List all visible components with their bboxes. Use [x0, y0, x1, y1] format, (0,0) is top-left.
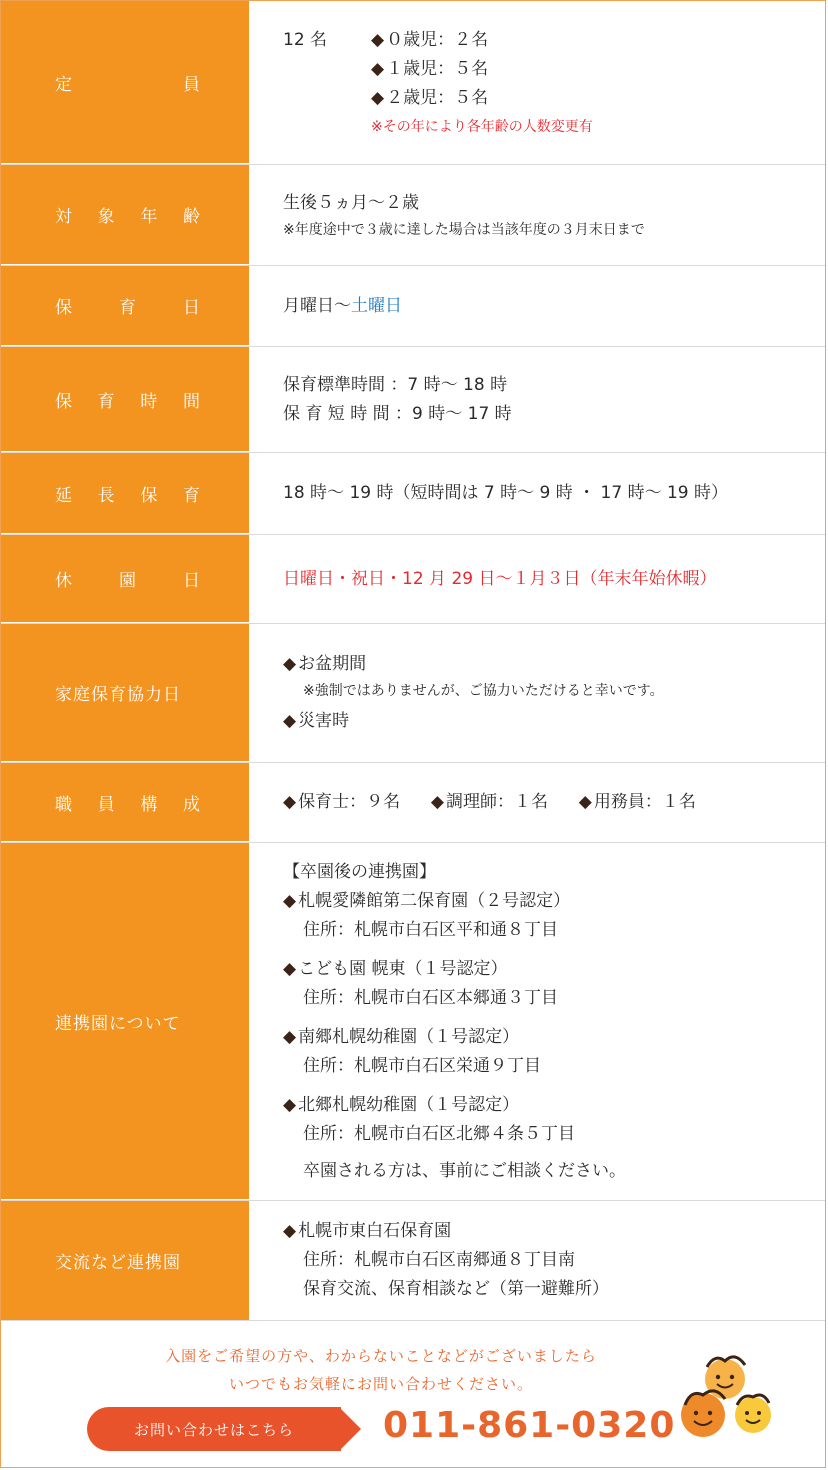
label-text: 交流など連携園 [55, 1253, 181, 1273]
footer-message-line1: 入園をご希望の方や、わからないことなどがございましたら [165, 1347, 597, 1365]
diamond-icon: ◆ [283, 958, 297, 979]
label-char: 育 [97, 391, 116, 412]
partner-name: 南郷札幌幼稚園（１号認定） [298, 1026, 520, 1047]
diamond-icon: ◆ [283, 792, 297, 812]
label-care-hours [1, 347, 249, 452]
content-staff [249, 763, 826, 842]
label-char: 構 [140, 794, 159, 815]
label-char: 日 [183, 571, 201, 591]
label-char: 成 [182, 794, 201, 815]
content-extended-care [249, 453, 826, 534]
partner-address: 住所：札幌市白石区平和通８丁目 [303, 919, 558, 940]
partner-entry [283, 955, 826, 1013]
capacity-age1: １歳児：５名 [386, 59, 489, 79]
row-care-hours [1, 347, 826, 453]
label-char: 象 [97, 207, 116, 227]
content-target-age [249, 165, 826, 265]
diamond-icon: ◆ [283, 711, 297, 731]
label-char: 対 [55, 207, 73, 227]
age-range: 生後５ヵ月～２歳 [283, 192, 419, 213]
label-char: 長 [97, 485, 116, 506]
capacity-age0: ０歳児：２名 [386, 30, 489, 50]
children-illustration-icon [673, 1345, 783, 1445]
partner-address: 住所：札幌市白石区本郷通３丁目 [303, 987, 558, 1008]
label-char: 員 [183, 74, 201, 95]
label-char: 齢 [182, 207, 201, 227]
partner-name: 札幌愛隣館第二保育園（２号認定） [298, 890, 571, 911]
staff-nursery-teachers: 保育士：９名 [298, 792, 401, 812]
exchange-note: 保育交流、保育相談など（第一避難所） [303, 1279, 609, 1299]
label-capacity [1, 1, 249, 164]
content-care-days [249, 266, 826, 346]
home-care-item1: お盆期間 [298, 654, 367, 674]
staff-cooks: 調理師：１名 [445, 792, 548, 812]
label-char: 休 [55, 571, 73, 591]
diamond-icon: ◆ [371, 59, 385, 79]
partner-closing: 卒園される方は、事前にご相談ください。 [303, 1160, 626, 1181]
partner-heading: 【卒園後の連携園】 [283, 861, 436, 882]
closed-days-text: 日曜日・祝日・12 月 29 日～１月３日（年末年始休暇） [283, 568, 717, 589]
diamond-icon: ◆ [578, 792, 592, 812]
label-char: 保 [55, 298, 73, 318]
diamond-icon: ◆ [283, 890, 297, 911]
capacity-note: ※その年により各年齢の人数変更有 [371, 119, 593, 135]
label-char: 年 [140, 207, 159, 227]
content-home-care [249, 624, 826, 762]
care-days-weekday: 月曜日～ [283, 295, 351, 316]
label-char: 延 [55, 485, 73, 506]
extended-hours: 18 時～ 19 時（短時間は 7 時～ 9 時 ・ 17 時～ 19 時） [283, 483, 729, 503]
partner-entry [283, 887, 826, 945]
label-partner-schools [1, 843, 249, 1200]
label-extended-care [1, 453, 249, 534]
contact-footer [1, 1321, 826, 1468]
label-char: 時 [140, 391, 159, 412]
exchange-name: 札幌市東白石保育園 [298, 1221, 452, 1241]
partner-address: 住所：札幌市白石区北郷４条５丁目 [303, 1123, 575, 1144]
partner-entry [283, 1091, 826, 1149]
label-target-age [1, 165, 249, 265]
label-char: 園 [119, 571, 137, 591]
diamond-icon: ◆ [371, 30, 385, 50]
label-char: 育 [119, 298, 137, 318]
label-char: 職 [55, 794, 73, 815]
exchange-address: 住所：札幌市白石区南郷通８丁目南 [303, 1250, 575, 1270]
diamond-icon: ◆ [283, 1094, 297, 1115]
partner-entry [283, 1023, 826, 1081]
standard-hours: 保育標準時間 ：7 時～ 18 時 [283, 374, 508, 395]
row-closed-days [1, 535, 826, 624]
label-char: 日 [183, 298, 201, 318]
label-care-days [1, 266, 249, 346]
row-staff [1, 763, 826, 843]
row-extended-care [1, 453, 826, 535]
phone-number[interactable]: 011-861-0320 [383, 1405, 676, 1446]
arrow-right-icon [339, 1407, 361, 1451]
content-partner-schools [249, 843, 826, 1200]
short-hours: 保 育 短 時 間 ：9 時～ 17 時 [283, 403, 512, 424]
label-char: 間 [182, 391, 201, 412]
label-char: 育 [182, 485, 201, 506]
row-target-age [1, 165, 826, 266]
label-char: 定 [55, 74, 73, 95]
label-staff [1, 763, 249, 842]
staff-janitors: 用務員：１名 [593, 792, 696, 812]
label-text: 連携園について [55, 1013, 181, 1034]
capacity-total: 12 名 [283, 30, 328, 50]
partner-address: 住所：札幌市白石区栄通９丁目 [303, 1055, 541, 1076]
diamond-icon: ◆ [283, 1221, 297, 1241]
capacity-age2: ２歳児：５名 [386, 88, 489, 108]
footer-message-line2: いつでもお気軽にお問い合わせください。 [228, 1375, 533, 1393]
diamond-icon: ◆ [430, 792, 444, 812]
age-note: ※年度途中で３歳に達した場合は当該年度の３月末日まで [283, 221, 645, 238]
row-exchange-partner [1, 1201, 826, 1321]
label-text: 家庭保育協力日 [55, 685, 181, 705]
label-closed-days [1, 535, 249, 623]
partner-name: こども園 幌東（１号認定） [298, 958, 508, 979]
diamond-icon: ◆ [371, 88, 385, 108]
row-partner-schools [1, 843, 826, 1201]
row-capacity [1, 1, 826, 165]
diamond-icon: ◆ [283, 1026, 297, 1047]
home-care-item2: 災害時 [298, 711, 350, 731]
content-care-hours [249, 347, 826, 452]
row-home-care [1, 624, 826, 763]
row-care-days [1, 266, 826, 347]
content-closed-days [249, 535, 826, 623]
label-char: 保 [55, 391, 73, 412]
partner-name: 北郷札幌幼稚園（１号認定） [298, 1094, 520, 1115]
home-care-note: ※強制ではありませんが、ご協力いただけると幸いです。 [303, 683, 664, 699]
content-capacity [249, 1, 826, 164]
contact-button-label: お問い合わせはこちら [133, 1420, 294, 1439]
content-exchange-partner [249, 1201, 826, 1320]
label-char: 員 [97, 794, 116, 815]
care-days-saturday: 土曜日 [351, 295, 402, 316]
label-char: 保 [140, 485, 159, 506]
label-home-care [1, 624, 249, 762]
label-exchange-partner [1, 1201, 249, 1320]
diamond-icon: ◆ [283, 654, 297, 674]
contact-button[interactable] [87, 1407, 341, 1451]
